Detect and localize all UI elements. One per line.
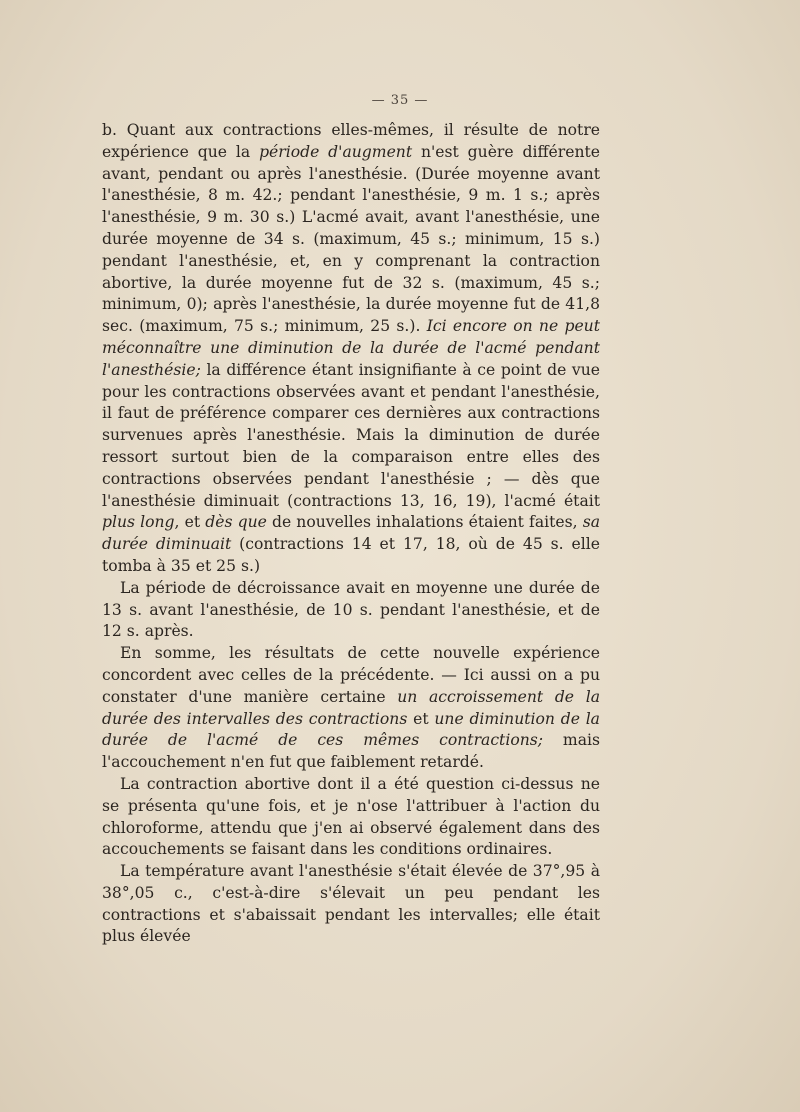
paragraph-temperature: La température avant l'anesthésie s'était élevée de 37°,95 à 38°,05 c., c'est-à-dire s'élevait un peu pendant les contractions et s'abaissait pendant les intervalles; elle était plus élevée [102,862,600,946]
paragraph-decroissance: La période de décroissance avait en moyenne une durée de 13 s. avant l'anesthésie, de 10 s. pendant l'anesthésie, et de 12 s. après. [102,578,600,641]
page-body [102,120,600,948]
italic-run: Ici encore on ne peut méconnaître une diminution de la durée de l'acmé pendant l'anesthésie; [102,317,600,379]
text-run: la différence étant insignifiante à ce point de vue pour les contractions observées avant et pendant l'anesthésie, il faut de préférence comparer ces dernières aux contractions survenues après l'anesthésie. Mais la diminution de durée ressort surtout bien de la comparaison entre elles des contractions observées pendant l'anesthésie ; — dès que l'anesthésie diminuait (contractions 13, 16, 19), l'acmé était [102,360,600,510]
paragraph-contraction-abortive: La contraction abortive dont il a été question ci-dessus ne se présenta qu'une fois, et je n'ose l'attribuer à l'action du chloroforme, attendu que j'en ai observé également dans des accouchements se faisant dans les conditions ordinaires. [102,774,600,859]
paragraph-en-somme [102,643,600,774]
text-run: (contractions 14 et 17, 18, où de 45 s. elle tomba à 35 et 25 s.) [102,535,600,575]
italic-run: sa durée diminuait [102,513,600,554]
italic-run: un accroissement de la durée des intervalles des contractions [102,687,600,728]
italic-run: dès que [205,513,267,532]
text-run: En somme, les résultats de cette nouvelle expérience concordent avec celles de la précédente. — Ici aussi on a pu constater d'une manière certaine [102,644,600,706]
italic-run: période d'augment [259,142,413,161]
text-run: et [407,709,435,728]
italic-run: plus long [102,513,175,532]
text-run: de nouvelles inhalations étaient faites, [266,513,583,532]
text-run: b. Quant aux contractions elles-mêmes, il résulte de notre expérience que la [102,121,600,161]
text-run: n'est guère différente avant, pendant ou après l'anesthésie. (Durée moyenne avant l'anesthésie, 8 m. 42.; pendant l'anesthésie, 9 m. 1 s.; après l'anesthésie, 9 m. 30 s.) L'acmé avait, avant l'anesthésie, une durée moyenne de 34 s. (maximum, 45 s.; minimum, 15 s.) pendant l'anesthésie, et, en y comprenant la contraction abortive, la durée moyenne fut de 32 s. (maximum, 45 s.; minimum, 0); après l'anesthésie, la durée moyenne fut de 41,8 sec. (maximum, 75 s.; minimum, 25 s.). [102,142,600,336]
italic-run: une diminution de la durée de l'acmé de ces mêmes contractions; [102,709,600,750]
paragraph-contractions [102,120,600,578]
text-run: mais l'accouchement n'en fut que faiblement retardé. [102,731,601,772]
page-number-header: — 35 — [371,93,429,108]
text-run: , et [174,513,206,532]
